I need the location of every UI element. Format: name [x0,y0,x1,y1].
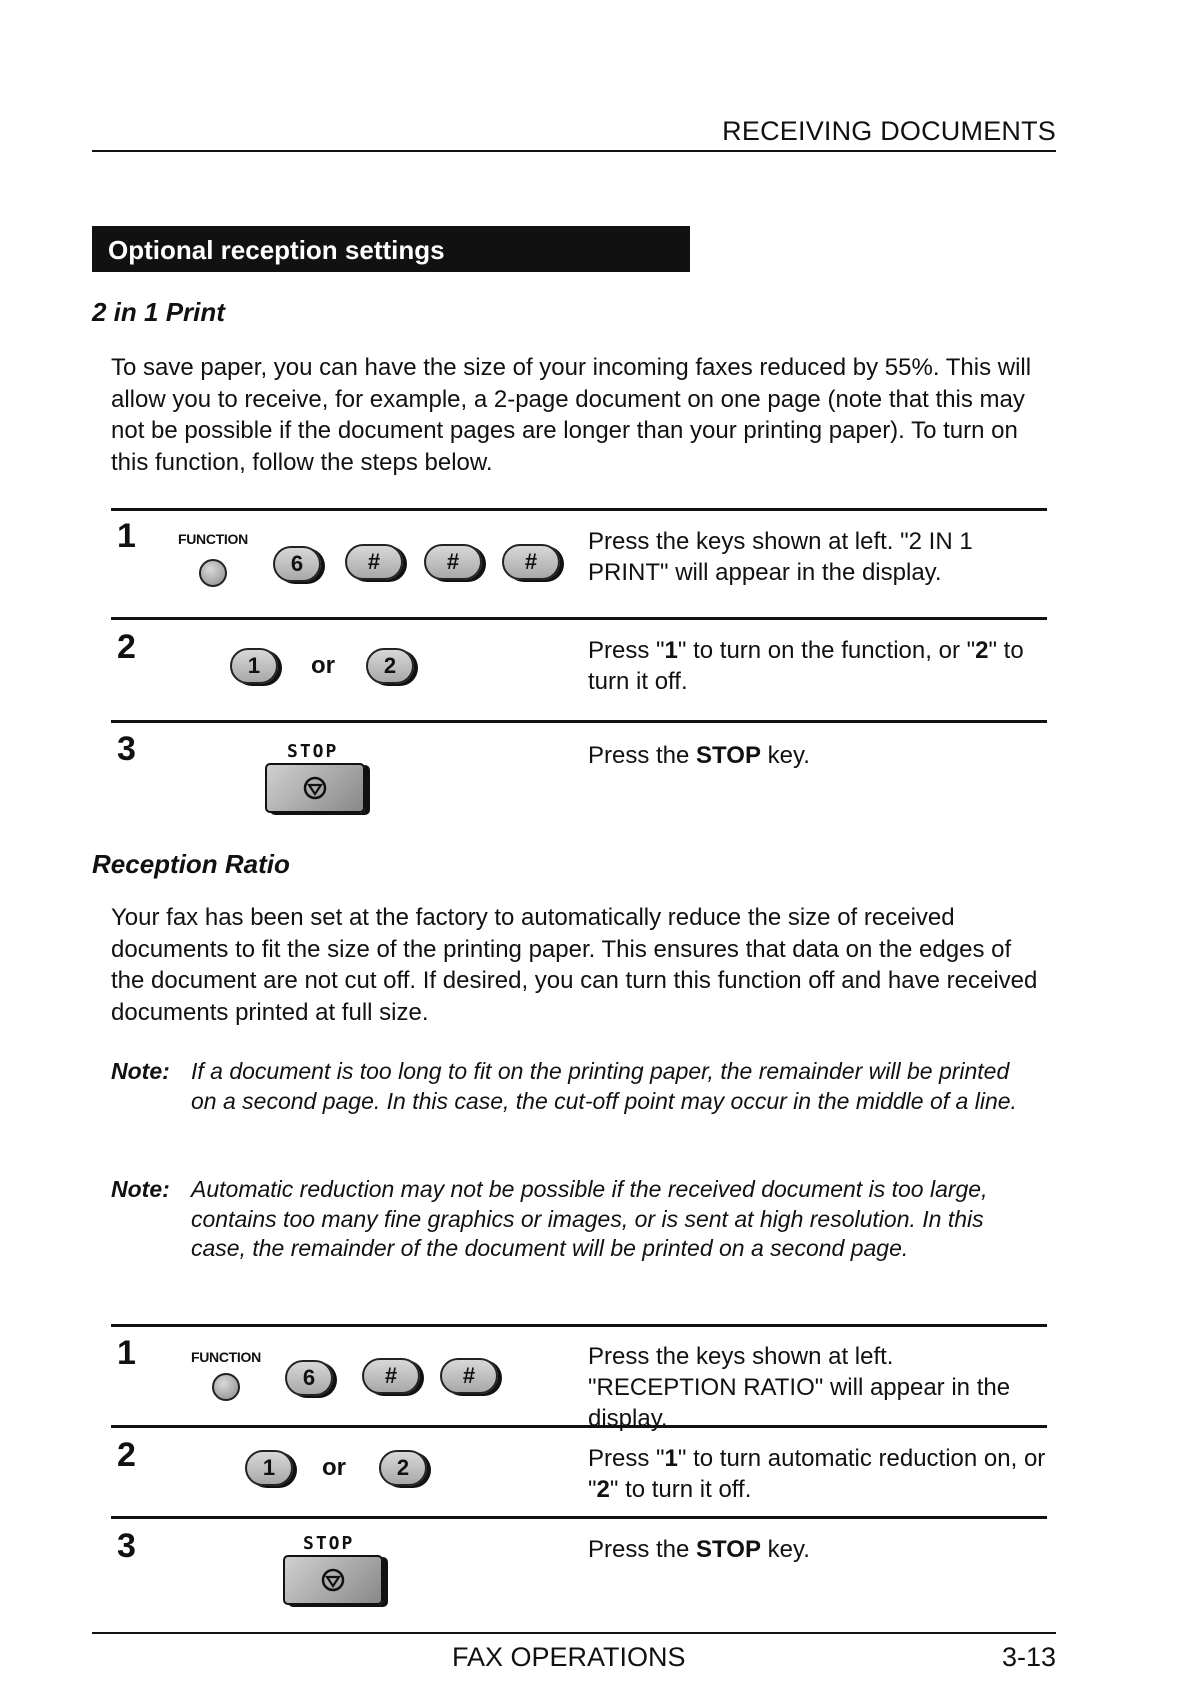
step-divider [111,508,1047,511]
step-number: 1 [117,1334,136,1372]
step-number: 1 [117,517,136,555]
key-hash: # [345,544,403,580]
step-divider [111,1425,1047,1428]
stop-key-label: STOP [303,1533,355,1554]
step-instruction: Press the keys shown at left. "2 IN 1 PRINT" will appear in the display. [588,528,973,586]
stop-key-label: STOP [287,741,339,762]
reception-ratio-paragraph: Your fax has been set at the factory to automatically reduce the size of received documents to fit the size of the printing paper. This ensures that data on the edges of the document are not cut off. If desired, you can turn this function off and have received documents printed at full size. [111,904,1038,1026]
key-2: 2 [379,1450,427,1486]
function-key [212,1373,240,1401]
step-number: 3 [117,730,136,768]
or-label: or [322,1454,346,1481]
two-in-one-heading: 2 in 1 Print [92,297,225,327]
key-1: 1 [245,1450,293,1486]
key-6: 6 [273,546,321,582]
step-number: 2 [117,628,136,666]
function-key [199,559,227,587]
section-title: Optional reception settings [108,235,445,265]
step-instruction: Press "1" to turn automatic reduction on, or "2" to turn it off. [588,1445,1046,1503]
page-number: 3-13 [1001,1642,1056,1672]
key-hash: # [502,544,560,580]
step-divider [111,1324,1047,1327]
stop-key [283,1555,383,1605]
note-label: Note: [111,1176,170,1202]
note-text: If a document is too long to fit on the printing paper, the remainder will be printed on a second page. In this case, the cut-off point may occur in the middle of a line. [191,1058,1017,1114]
key-1: 1 [230,648,278,684]
stop-icon [320,1567,346,1593]
step-instruction: Press the STOP key. [588,1536,810,1563]
footer-section-title: FAX OPERATIONS [452,1642,686,1672]
header-title: RECEIVING DOCUMENTS [722,116,1056,146]
key-2: 2 [366,648,414,684]
step-number: 2 [117,1436,136,1474]
note-text: Automatic reduction may not be possible if the received document is too large, contains too many fine graphics or images, or is sent at high resolution. In this case, the remainder of the document will be printed on a second page. [191,1176,988,1261]
key-hash: # [440,1358,498,1394]
section-title-bar [92,226,690,272]
stop-key [265,763,365,813]
two-in-one-paragraph: To save paper, you can have the size of your incoming faxes reduced by 55%. This will allow you to receive, for example, a 2-page document on one page (note that this may not be possible if the document pages are longer than your printing paper). To turn on this function, follow the steps below. [111,354,1032,476]
step-instruction: Press the keys shown at left. "RECEPTION RATIO" will appear in the display. [588,1343,1011,1432]
or-label: or [311,652,335,679]
stop-icon [302,775,328,801]
step-divider [111,1516,1047,1519]
note-label: Note: [111,1058,170,1084]
step-instruction: Press the STOP key. [588,742,810,769]
step-divider [111,720,1047,723]
key-hash: # [362,1358,420,1394]
step-divider [111,617,1047,620]
step-instruction: Press "1" to turn on the function, or "2" to turn it off. [588,637,1024,695]
page-header [92,112,1056,152]
key-6: 6 [285,1360,333,1396]
page-footer-rule [92,1632,1056,1634]
reception-ratio-heading: Reception Ratio [92,849,290,879]
key-hash: # [424,544,482,580]
function-key-label: FUNCTION [191,1349,261,1365]
step-number: 3 [117,1527,136,1565]
function-key-label: FUNCTION [178,531,248,547]
